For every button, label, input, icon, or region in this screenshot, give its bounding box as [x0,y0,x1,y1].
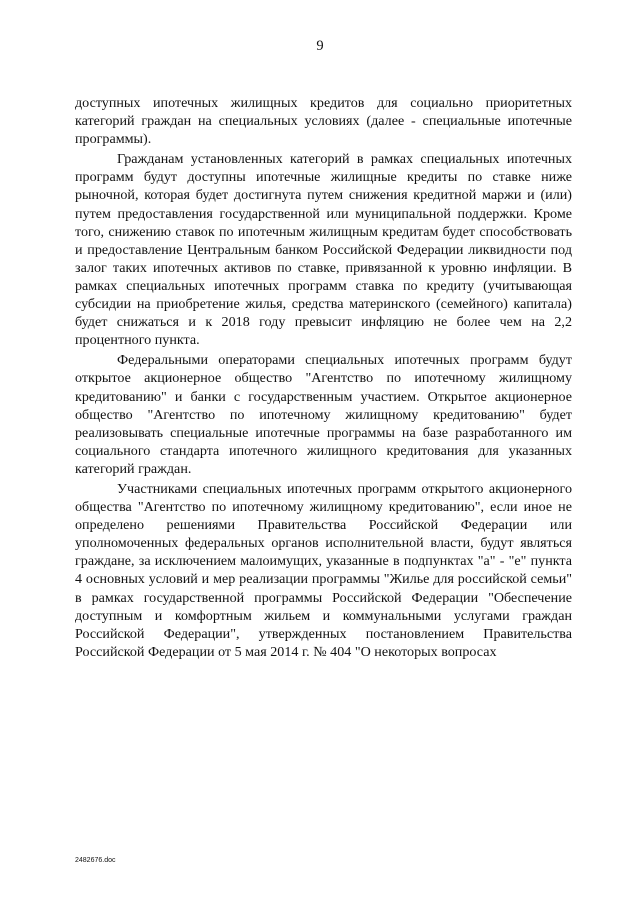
footer-document-id: 2482676.doc [75,857,116,864]
paragraph-federal-operators: Федеральными операторами специальных ипотечных программ будут открытое акционерное общество "Агентство по ипотечному жилищному кредитованию" и банки с государственным участием. Открытое акционерное общество "Агентство по ипотечному жилищному кредитованию" будет реализовывать специальные ипотечные программы на базе разработанного им социального стандарта ипотечного жилищного кредитования для указанных категорий граждан. [75,352,572,477]
document-body [75,94,572,661]
paragraph-special-mortgage-rates: Гражданам установленных категорий в рамках специальных ипотечных программ будут доступны ипотечные жилищные кредиты по ставке ниже рыночной, которая будет достигнута путем снижения кредитной маржи и (или) путем предоставления государственной или муниципальной поддержки. Кроме того, снижению ставок по ипотечным жилищным кредитам будет способствовать и предоставление Центральным банком Российской Федерации ликвидности под залог таких ипотечных активов по ставке, привязанной к уровню инфляции. В рамках специальных ипотечных программ ставка по кредиту (учитывающая субсидии на приобретение жилья, средства материнского (семейного) капитала) будет снижаться и к 2018 году превысит инфляцию не более чем на 2,2 процентного пункта. [75,151,572,349]
paragraph-continuation: доступных ипотечных жилищных кредитов для социально приоритетных категорий граждан на специальных условиях (далее - специальные ипотечные программы). [75,95,572,148]
page-number: 9 [316,38,324,54]
paragraph-program-participants: Участниками специальных ипотечных программ открытого акционерного общества "Агентство по ипотечному жилищному кредитованию", если иное не определено решениями Правительства Российской Федерации или уполномоченных федеральных органов исполнительной власти, будут являться граждане, за исключением малоимущих, указанные в подпунктах "а" - "е" пункта 4 основных условий и мер реализации программы "Жилье для российской семьи" в рамках государственной программы Российской Федерации "Обеспечение доступным и комфортным жильем и коммунальными услугами граждан Российской Федерации", утвержденных постановлением Правительства Российской Федерации от 5 мая 2014 г. № 404 "О некоторых вопросах [75,480,572,660]
